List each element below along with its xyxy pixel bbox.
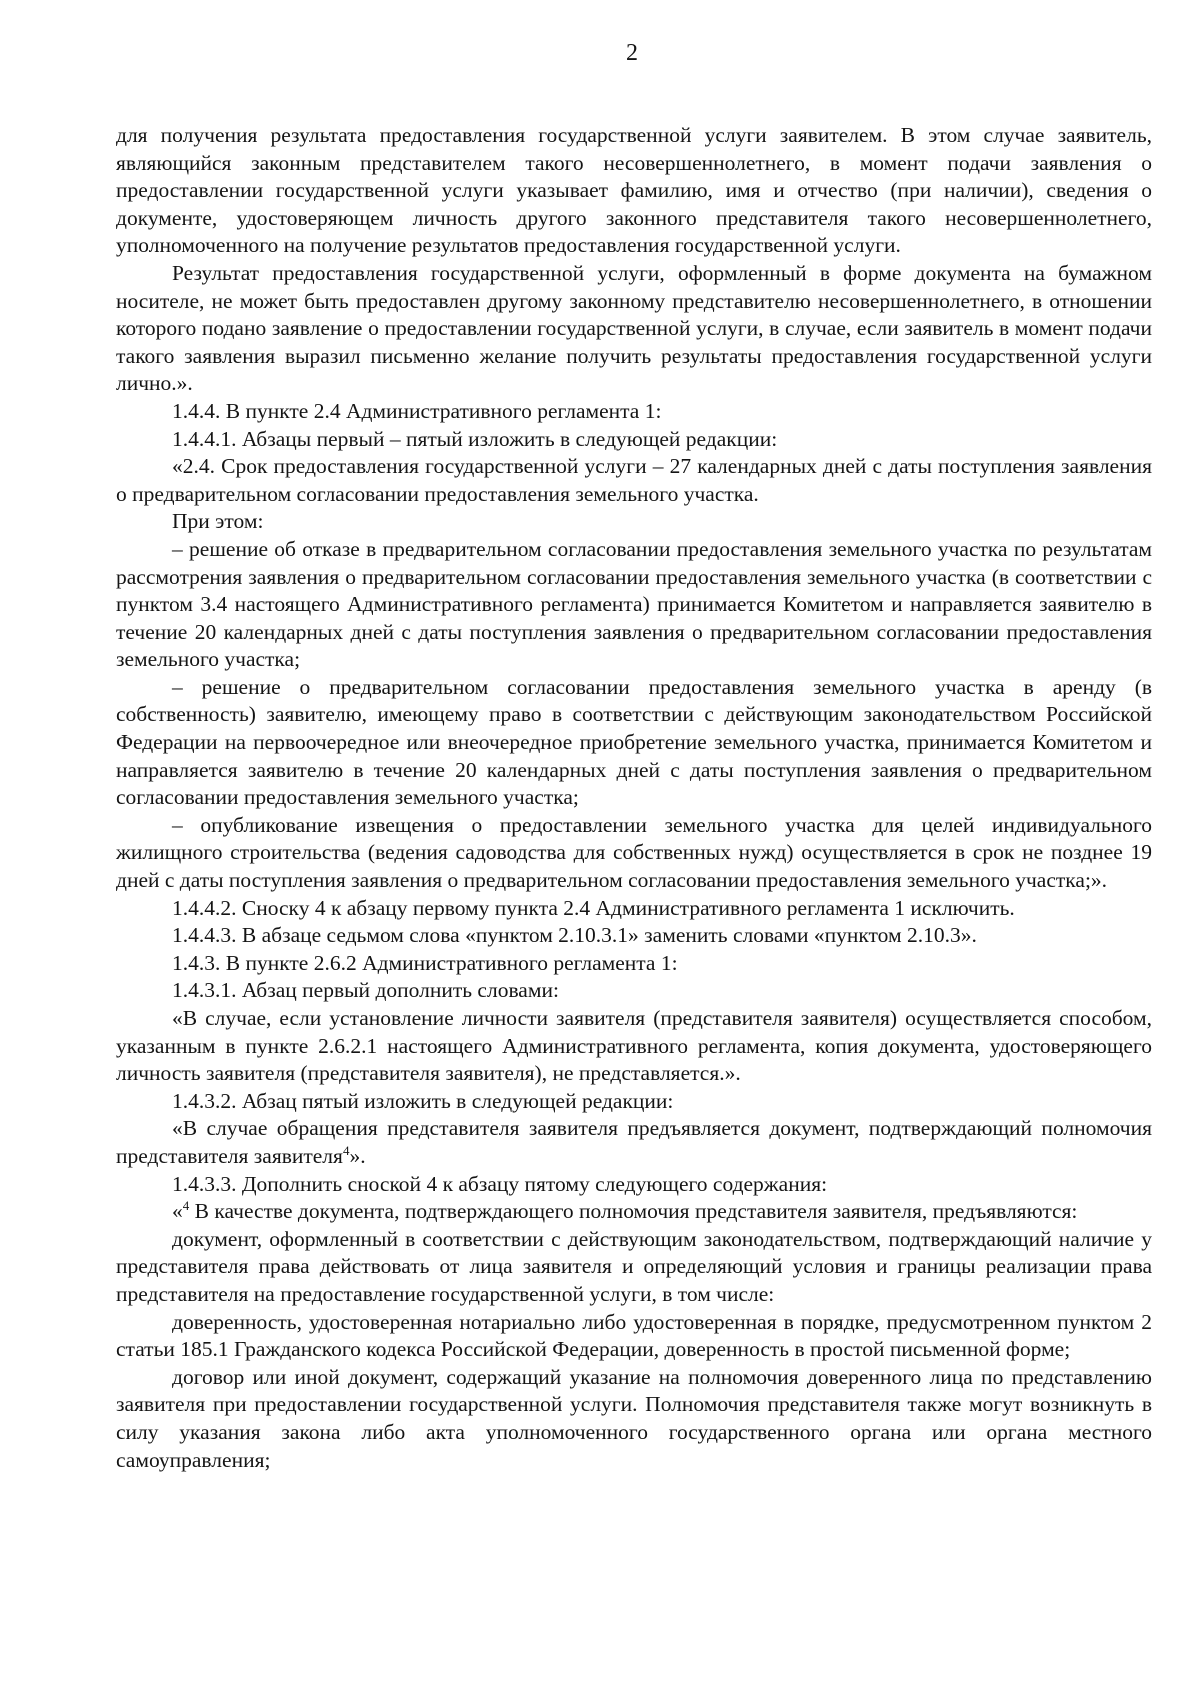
paragraph-text: ». [349,1143,366,1168]
paragraph: документ, оформленный в соответствии с действующим законодательством, подтверждающий наличие у представителя права действовать от лица заявителя и определяющий условия и границы реализации права представителя на предоставление государственной услуги, в том числе: [116,1226,1152,1306]
paragraph [116,1198,1152,1226]
paragraph: – опубликование извещения о предоставлении земельного участка для целей индивидуального жилищного строительства (ведения садоводства для собственных нужд) осуществляется в срок не позднее 19 дней с даты поступления заявления о предварительном согласовании предоставления земельного участка;». [116,812,1152,893]
footnote-marker: 4 [342,1142,350,1158]
paragraph: 1.4.3.3. Дополнить сноской 4 к абзацу пятому следующего содержания: [172,1171,828,1196]
paragraph: 1.4.4.1. Абзацы первый – пятый изложить в следующей редакции: [172,426,778,451]
paragraph: При этом: [172,509,264,534]
paragraph: 1.4.3.1. Абзац первый дополнить словами: [172,978,559,1003]
paragraph [116,1115,1152,1170]
paragraph: договор или иной документ, содержащий указание на полномочия доверенного лица по представлению заявителя при предоставлении государственной услуги. Полномочия представителя также могут возникнуть в силу указания закона либо акта уполномоченного государственного органа или органа местного самоуправления; [116,1364,1152,1472]
document-body [116,122,1152,1474]
paragraph: 1.4.4.2. Сноску 4 к абзацу первому пункта 2.4 Административного регламента 1 исключить. [172,895,1015,920]
paragraph: 1.4.4. В пункте 2.4 Административного регламента 1: [172,398,662,423]
paragraph: Результат предоставления государственной услуги, оформленный в форме документа на бумажном носителе, не может быть предоставлен другому законному представителю несовершеннолетнего, в отношении которого подано заявление о предоставлении государственной услуги, в случае, если заявитель в момент подачи такого заявления выразил письменно желание получить результаты предоставления государственной услуги лично.». [116,260,1152,396]
paragraph: 1.4.3. В пункте 2.6.2 Административного регламента 1: [172,950,678,975]
paragraph: – решение о предварительном согласовании предоставления земельного участка в аренду (в собственность) заявителю, имеющему право в соответствии с действующим законодательством Российской Федерации на первоочередное или внеочередное приобретение земельного участка, принимается Комитетом и направляется заявителю в течение 20 календарных дней с даты поступления заявления о предварительном согласовании предоставления земельного участка; [116,674,1152,810]
footnote-marker: 4 [182,1198,190,1213]
paragraph: 1.4.4.3. В абзаце седьмом слова «пунктом 2.10.3.1» заменить словами «пунктом 2.10.3». [172,923,977,948]
paragraph-text: В качестве документа, подтверждающего полномочия представителя заявителя, предъявляются: [189,1199,1078,1224]
paragraph: 1.4.3.2. Абзац пятый изложить в следующей редакции: [172,1088,674,1113]
paragraph-text: « [172,1199,183,1224]
paragraph: для получения результата предоставления государственной услуги заявителем. В этом случае заявитель, являющийся законным представителем такого несовершеннолетнего, в момент подачи заявления о предоставлении государственной услуги указывает фамилию, имя и отчество (при наличии), сведения о документе, удостоверяющем личность другого законного представителя такого несовершеннолетнего, уполномоченного на получение результатов предоставления государственной услуги. [116,123,1152,258]
paragraph: «В случае, если установление личности заявителя (представителя заявителя) осуществляется способом, указанным в пункте 2.6.2.1 настоящего Административного регламента, копия документа, удостоверяющего личность заявителя (представителя заявителя), не представляется.». [116,1006,1152,1086]
paragraph: доверенность, удостоверенная нотариально либо удостоверенная в порядке, предусмотренном пунктом 2 статьи 185.1 Гражданского кодекса Российской Федерации, доверенность в простой письменной форме; [116,1309,1152,1362]
paragraph: «2.4. Срок предоставления государственной услуги – 27 календарных дней с даты поступления заявления о предварительном согласовании предоставления земельного участка. [116,454,1152,506]
page-number: 2 [626,40,638,66]
paragraph: – решение об отказе в предварительном согласовании предоставления земельного участка по результатам рассмотрения заявления о предварительном согласовании предоставления земельного участка (в соответствии с пунктом 3.4 настоящего Административного регламента) принимается Комитетом и направляется заявителю в течение 20 календарных дней с даты поступления заявления о предварительном согласовании предоставления земельного участка; [116,536,1152,672]
paragraph-text: «В случае обращения представителя заявителя предъявляется документ, подтверждающий полномочия представителя заявителя [116,1116,1152,1168]
